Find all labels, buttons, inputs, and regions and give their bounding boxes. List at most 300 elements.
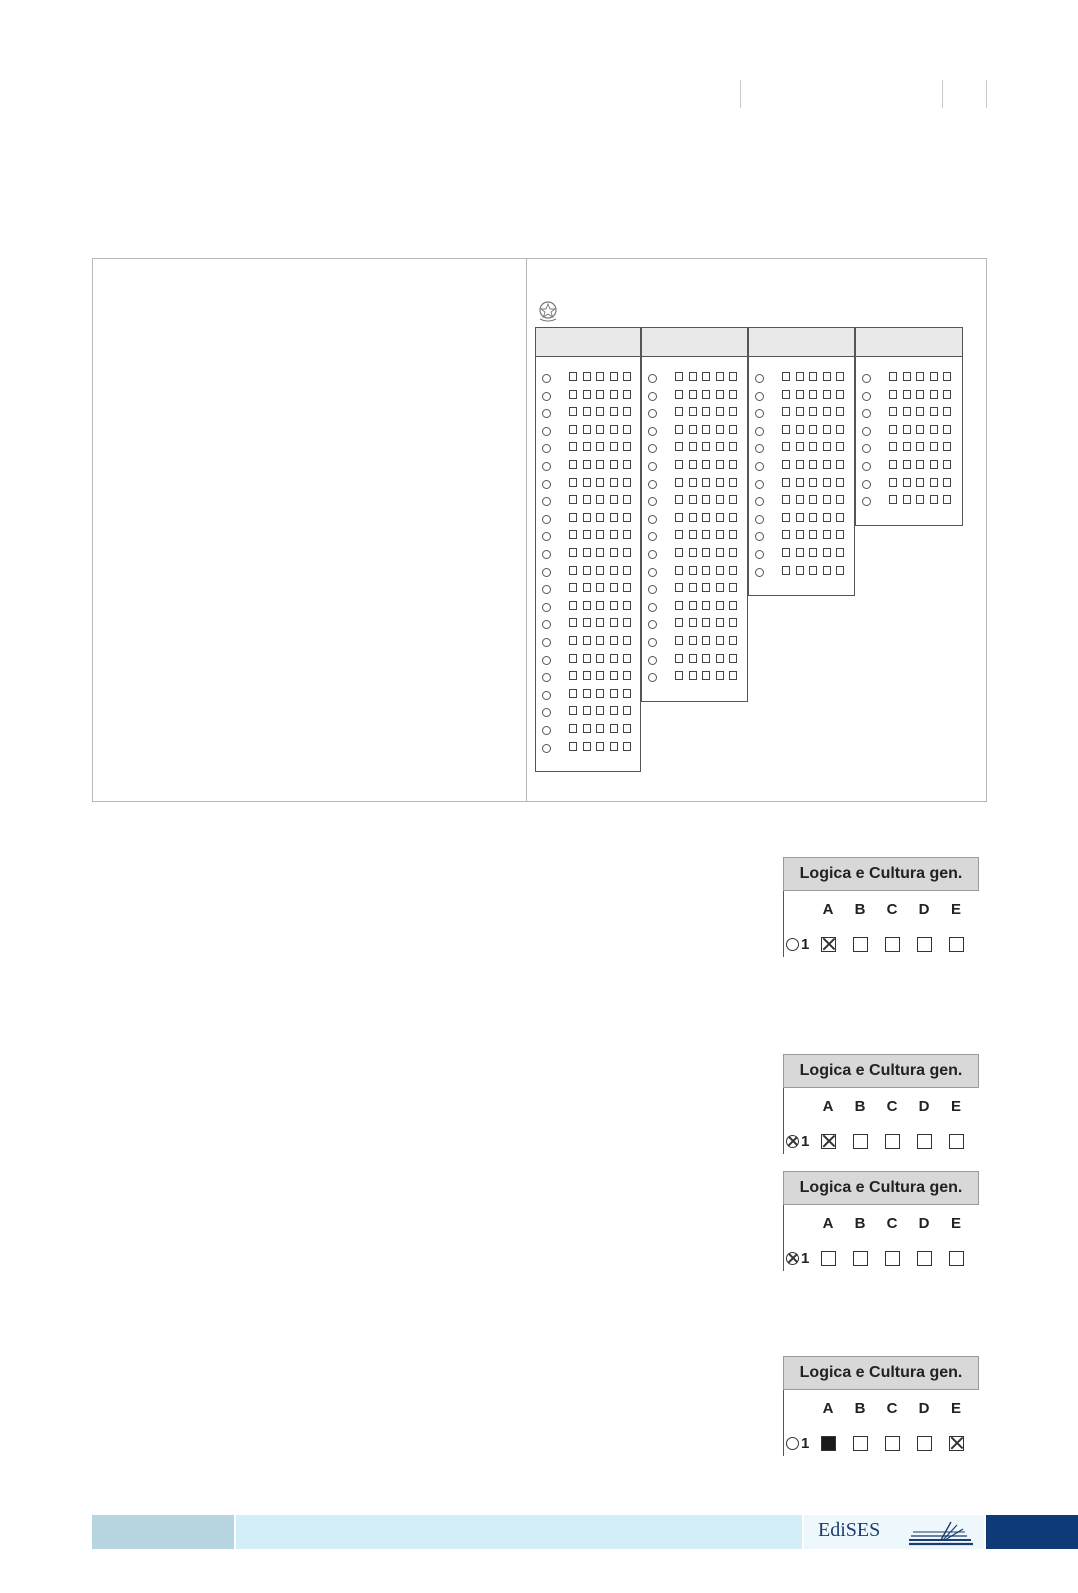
answer-checkbox[interactable] [569,601,577,610]
row-circle[interactable] [542,744,551,753]
answer-checkbox[interactable] [889,390,897,399]
answer-checkbox[interactable] [583,513,591,522]
answer-checkbox[interactable] [716,601,724,610]
row-circle[interactable] [755,480,764,489]
answer-checkbox[interactable] [610,724,618,733]
answer-checkbox[interactable] [596,601,604,610]
answer-checkbox[interactable] [702,460,710,469]
answer-checkbox[interactable] [823,407,831,416]
answer-checkbox[interactable] [569,407,577,416]
answer-checkbox[interactable] [916,442,924,451]
answer-checkbox[interactable] [702,601,710,610]
answer-checkbox[interactable] [836,478,844,487]
answer-checkbox[interactable] [729,671,737,680]
answer-checkbox[interactable] [821,1436,836,1451]
answer-checkbox[interactable] [930,390,938,399]
answer-checkbox[interactable] [583,742,591,751]
answer-checkbox[interactable] [823,548,831,557]
row-circle[interactable] [755,497,764,506]
answer-checkbox[interactable] [702,671,710,680]
answer-checkbox[interactable] [610,425,618,434]
answer-checkbox[interactable] [702,618,710,627]
answer-checkbox[interactable] [569,689,577,698]
answer-checkbox[interactable] [836,513,844,522]
row-circle[interactable] [862,392,871,401]
answer-checkbox[interactable] [943,442,951,451]
answer-checkbox[interactable] [903,390,911,399]
answer-checkbox[interactable] [569,513,577,522]
answer-checkbox[interactable] [729,407,737,416]
answer-checkbox[interactable] [596,689,604,698]
answer-checkbox[interactable] [689,478,697,487]
answer-checkbox[interactable] [729,390,737,399]
answer-checkbox[interactable] [782,372,790,381]
answer-checkbox[interactable] [885,1134,900,1149]
answer-checkbox[interactable] [610,601,618,610]
answer-checkbox[interactable] [610,654,618,663]
answer-checkbox[interactable] [596,425,604,434]
answer-checkbox[interactable] [796,442,804,451]
answer-checkbox[interactable] [949,1251,964,1266]
answer-checkbox[interactable] [689,583,697,592]
answer-checkbox[interactable] [889,460,897,469]
answer-checkbox[interactable] [916,495,924,504]
answer-checkbox[interactable] [809,548,817,557]
answer-checkbox[interactable] [675,495,683,504]
row-circle[interactable] [542,444,551,453]
answer-checkbox[interactable] [583,636,591,645]
answer-checkbox[interactable] [675,601,683,610]
answer-checkbox[interactable] [583,654,591,663]
answer-checkbox[interactable] [716,513,724,522]
answer-checkbox[interactable] [823,513,831,522]
answer-checkbox[interactable] [583,530,591,539]
answer-checkbox[interactable] [796,390,804,399]
answer-checkbox[interactable] [623,566,631,575]
answer-checkbox[interactable] [782,390,790,399]
answer-checkbox[interactable] [889,372,897,381]
answer-checkbox[interactable] [623,390,631,399]
answer-checkbox[interactable] [689,566,697,575]
answer-checkbox[interactable] [809,513,817,522]
answer-checkbox[interactable] [836,566,844,575]
answer-checkbox[interactable] [716,583,724,592]
row-circle[interactable] [542,515,551,524]
answer-checkbox[interactable] [796,478,804,487]
row-circle[interactable] [755,532,764,541]
row-circle[interactable] [862,374,871,383]
row-circle[interactable] [542,603,551,612]
answer-checkbox[interactable] [569,742,577,751]
row-circle[interactable] [542,708,551,717]
answer-checkbox[interactable] [623,724,631,733]
answer-checkbox[interactable] [917,1436,932,1451]
answer-checkbox[interactable] [796,548,804,557]
answer-checkbox[interactable] [809,478,817,487]
answer-checkbox[interactable] [702,407,710,416]
answer-checkbox[interactable] [610,460,618,469]
answer-checkbox[interactable] [583,495,591,504]
answer-checkbox[interactable] [675,583,683,592]
answer-checkbox[interactable] [689,530,697,539]
answer-checkbox[interactable] [796,425,804,434]
row-circle[interactable] [542,374,551,383]
answer-checkbox[interactable] [853,1251,868,1266]
answer-checkbox[interactable] [729,372,737,381]
answer-checkbox[interactable] [569,706,577,715]
answer-checkbox[interactable] [675,478,683,487]
answer-checkbox[interactable] [610,583,618,592]
answer-checkbox[interactable] [596,390,604,399]
answer-checkbox[interactable] [716,460,724,469]
answer-checkbox[interactable] [943,390,951,399]
answer-checkbox[interactable] [885,1436,900,1451]
answer-checkbox[interactable] [796,460,804,469]
answer-checkbox[interactable] [716,425,724,434]
answer-checkbox[interactable] [729,601,737,610]
answer-checkbox[interactable] [782,407,790,416]
answer-checkbox[interactable] [702,530,710,539]
answer-checkbox[interactable] [716,390,724,399]
answer-checkbox[interactable] [903,407,911,416]
row-circle[interactable] [755,444,764,453]
answer-checkbox[interactable] [889,442,897,451]
answer-checkbox[interactable] [930,425,938,434]
answer-checkbox[interactable] [903,460,911,469]
answer-checkbox[interactable] [583,460,591,469]
answer-checkbox[interactable] [821,1134,836,1149]
answer-checkbox[interactable] [729,654,737,663]
answer-checkbox[interactable] [569,478,577,487]
answer-checkbox[interactable] [917,937,932,952]
answer-checkbox[interactable] [916,372,924,381]
answer-checkbox[interactable] [930,407,938,416]
answer-checkbox[interactable] [610,478,618,487]
answer-checkbox[interactable] [809,530,817,539]
answer-checkbox[interactable] [623,530,631,539]
answer-checkbox[interactable] [729,548,737,557]
answer-checkbox[interactable] [623,442,631,451]
answer-checkbox[interactable] [796,495,804,504]
row-circle[interactable] [542,409,551,418]
answer-checkbox[interactable] [675,654,683,663]
answer-checkbox[interactable] [729,566,737,575]
answer-checkbox[interactable] [569,583,577,592]
answer-checkbox[interactable] [916,425,924,434]
answer-checkbox[interactable] [569,671,577,680]
answer-checkbox[interactable] [836,460,844,469]
answer-checkbox[interactable] [583,407,591,416]
cancel-circle[interactable] [786,1135,799,1148]
answer-checkbox[interactable] [836,425,844,434]
answer-checkbox[interactable] [610,372,618,381]
answer-checkbox[interactable] [889,425,897,434]
answer-checkbox[interactable] [623,618,631,627]
answer-checkbox[interactable] [596,636,604,645]
answer-checkbox[interactable] [569,442,577,451]
answer-checkbox[interactable] [930,495,938,504]
answer-checkbox[interactable] [596,618,604,627]
answer-checkbox[interactable] [623,495,631,504]
answer-checkbox[interactable] [853,937,868,952]
row-circle[interactable] [862,480,871,489]
row-circle[interactable] [755,374,764,383]
answer-checkbox[interactable] [583,618,591,627]
answer-checkbox[interactable] [610,618,618,627]
answer-checkbox[interactable] [716,566,724,575]
answer-checkbox[interactable] [583,724,591,733]
answer-checkbox[interactable] [569,530,577,539]
answer-checkbox[interactable] [916,390,924,399]
answer-checkbox[interactable] [796,566,804,575]
answer-checkbox[interactable] [702,425,710,434]
answer-checkbox[interactable] [610,495,618,504]
answer-checkbox[interactable] [729,442,737,451]
row-circle[interactable] [542,392,551,401]
answer-checkbox[interactable] [610,530,618,539]
answer-checkbox[interactable] [809,425,817,434]
answer-checkbox[interactable] [716,671,724,680]
answer-checkbox[interactable] [675,513,683,522]
answer-checkbox[interactable] [916,460,924,469]
answer-checkbox[interactable] [596,724,604,733]
row-circle[interactable] [755,462,764,471]
row-circle[interactable] [648,532,657,541]
answer-checkbox[interactable] [716,530,724,539]
row-circle[interactable] [648,515,657,524]
row-circle[interactable] [648,568,657,577]
answer-checkbox[interactable] [889,495,897,504]
answer-checkbox[interactable] [836,495,844,504]
answer-checkbox[interactable] [689,442,697,451]
cancel-circle[interactable] [786,938,799,951]
answer-checkbox[interactable] [903,495,911,504]
answer-checkbox[interactable] [596,548,604,557]
answer-checkbox[interactable] [702,654,710,663]
answer-checkbox[interactable] [689,636,697,645]
answer-checkbox[interactable] [675,390,683,399]
row-circle[interactable] [542,462,551,471]
answer-checkbox[interactable] [689,671,697,680]
row-circle[interactable] [542,427,551,436]
answer-checkbox[interactable] [702,442,710,451]
answer-checkbox[interactable] [689,425,697,434]
answer-checkbox[interactable] [809,442,817,451]
answer-checkbox[interactable] [716,548,724,557]
answer-checkbox[interactable] [930,460,938,469]
row-circle[interactable] [542,497,551,506]
answer-checkbox[interactable] [823,390,831,399]
answer-checkbox[interactable] [949,1436,964,1451]
answer-checkbox[interactable] [702,372,710,381]
row-circle[interactable] [648,480,657,489]
row-circle[interactable] [542,532,551,541]
answer-checkbox[interactable] [853,1134,868,1149]
answer-checkbox[interactable] [716,618,724,627]
answer-checkbox[interactable] [702,583,710,592]
answer-checkbox[interactable] [569,724,577,733]
answer-checkbox[interactable] [716,478,724,487]
answer-checkbox[interactable] [596,513,604,522]
answer-checkbox[interactable] [702,513,710,522]
row-circle[interactable] [755,409,764,418]
answer-checkbox[interactable] [596,566,604,575]
answer-checkbox[interactable] [949,937,964,952]
answer-checkbox[interactable] [943,460,951,469]
answer-checkbox[interactable] [836,530,844,539]
answer-checkbox[interactable] [596,706,604,715]
answer-checkbox[interactable] [675,530,683,539]
answer-checkbox[interactable] [583,390,591,399]
answer-checkbox[interactable] [809,566,817,575]
answer-checkbox[interactable] [596,583,604,592]
answer-checkbox[interactable] [596,442,604,451]
answer-checkbox[interactable] [569,548,577,557]
answer-checkbox[interactable] [610,442,618,451]
answer-checkbox[interactable] [583,583,591,592]
answer-checkbox[interactable] [943,407,951,416]
answer-checkbox[interactable] [943,478,951,487]
answer-checkbox[interactable] [596,372,604,381]
answer-checkbox[interactable] [583,372,591,381]
answer-checkbox[interactable] [623,548,631,557]
row-circle[interactable] [648,392,657,401]
answer-checkbox[interactable] [596,742,604,751]
row-circle[interactable] [755,568,764,577]
answer-checkbox[interactable] [885,937,900,952]
row-circle[interactable] [755,427,764,436]
answer-checkbox[interactable] [823,566,831,575]
answer-checkbox[interactable] [809,460,817,469]
row-circle[interactable] [648,656,657,665]
answer-checkbox[interactable] [675,407,683,416]
answer-checkbox[interactable] [782,495,790,504]
answer-checkbox[interactable] [583,548,591,557]
answer-checkbox[interactable] [610,671,618,680]
row-circle[interactable] [648,638,657,647]
answer-checkbox[interactable] [689,460,697,469]
answer-checkbox[interactable] [623,654,631,663]
answer-checkbox[interactable] [569,654,577,663]
answer-checkbox[interactable] [729,618,737,627]
answer-checkbox[interactable] [596,671,604,680]
answer-checkbox[interactable] [569,495,577,504]
answer-checkbox[interactable] [689,390,697,399]
row-circle[interactable] [648,585,657,594]
answer-checkbox[interactable] [903,442,911,451]
row-circle[interactable] [862,427,871,436]
answer-checkbox[interactable] [823,478,831,487]
answer-checkbox[interactable] [943,372,951,381]
row-circle[interactable] [648,620,657,629]
answer-checkbox[interactable] [809,495,817,504]
answer-checkbox[interactable] [689,618,697,627]
answer-checkbox[interactable] [623,513,631,522]
answer-checkbox[interactable] [583,706,591,715]
row-circle[interactable] [542,480,551,489]
row-circle[interactable] [648,409,657,418]
answer-checkbox[interactable] [702,566,710,575]
answer-checkbox[interactable] [916,478,924,487]
answer-checkbox[interactable] [729,425,737,434]
answer-checkbox[interactable] [596,495,604,504]
answer-checkbox[interactable] [689,513,697,522]
answer-checkbox[interactable] [702,495,710,504]
answer-checkbox[interactable] [583,478,591,487]
answer-checkbox[interactable] [583,689,591,698]
answer-checkbox[interactable] [821,937,836,952]
row-circle[interactable] [542,550,551,559]
answer-checkbox[interactable] [702,636,710,645]
answer-checkbox[interactable] [796,513,804,522]
answer-checkbox[interactable] [596,460,604,469]
answer-checkbox[interactable] [675,425,683,434]
answer-checkbox[interactable] [623,689,631,698]
answer-checkbox[interactable] [675,372,683,381]
answer-checkbox[interactable] [916,407,924,416]
answer-checkbox[interactable] [569,460,577,469]
answer-checkbox[interactable] [623,407,631,416]
answer-checkbox[interactable] [729,513,737,522]
answer-checkbox[interactable] [796,530,804,539]
answer-checkbox[interactable] [729,495,737,504]
answer-checkbox[interactable] [610,689,618,698]
row-circle[interactable] [755,515,764,524]
answer-checkbox[interactable] [583,442,591,451]
answer-checkbox[interactable] [853,1436,868,1451]
answer-checkbox[interactable] [917,1134,932,1149]
answer-checkbox[interactable] [569,566,577,575]
row-circle[interactable] [542,726,551,735]
answer-checkbox[interactable] [943,495,951,504]
answer-checkbox[interactable] [823,530,831,539]
answer-checkbox[interactable] [821,1251,836,1266]
answer-checkbox[interactable] [930,372,938,381]
answer-checkbox[interactable] [729,583,737,592]
answer-checkbox[interactable] [569,372,577,381]
answer-checkbox[interactable] [782,548,790,557]
answer-checkbox[interactable] [836,548,844,557]
row-circle[interactable] [862,497,871,506]
answer-checkbox[interactable] [823,425,831,434]
answer-checkbox[interactable] [689,548,697,557]
cancel-circle[interactable] [786,1252,799,1265]
answer-checkbox[interactable] [596,407,604,416]
answer-checkbox[interactable] [782,425,790,434]
row-circle[interactable] [542,585,551,594]
answer-checkbox[interactable] [623,372,631,381]
answer-checkbox[interactable] [949,1134,964,1149]
row-circle[interactable] [862,462,871,471]
row-circle[interactable] [648,427,657,436]
answer-checkbox[interactable] [569,425,577,434]
answer-checkbox[interactable] [689,407,697,416]
answer-checkbox[interactable] [729,478,737,487]
answer-checkbox[interactable] [675,671,683,680]
cancel-circle[interactable] [786,1437,799,1450]
answer-checkbox[interactable] [569,390,577,399]
row-circle[interactable] [542,620,551,629]
row-circle[interactable] [648,673,657,682]
answer-checkbox[interactable] [796,407,804,416]
row-circle[interactable] [862,409,871,418]
answer-checkbox[interactable] [596,478,604,487]
row-circle[interactable] [542,691,551,700]
row-circle[interactable] [542,568,551,577]
answer-checkbox[interactable] [623,425,631,434]
answer-checkbox[interactable] [610,548,618,557]
answer-checkbox[interactable] [623,583,631,592]
